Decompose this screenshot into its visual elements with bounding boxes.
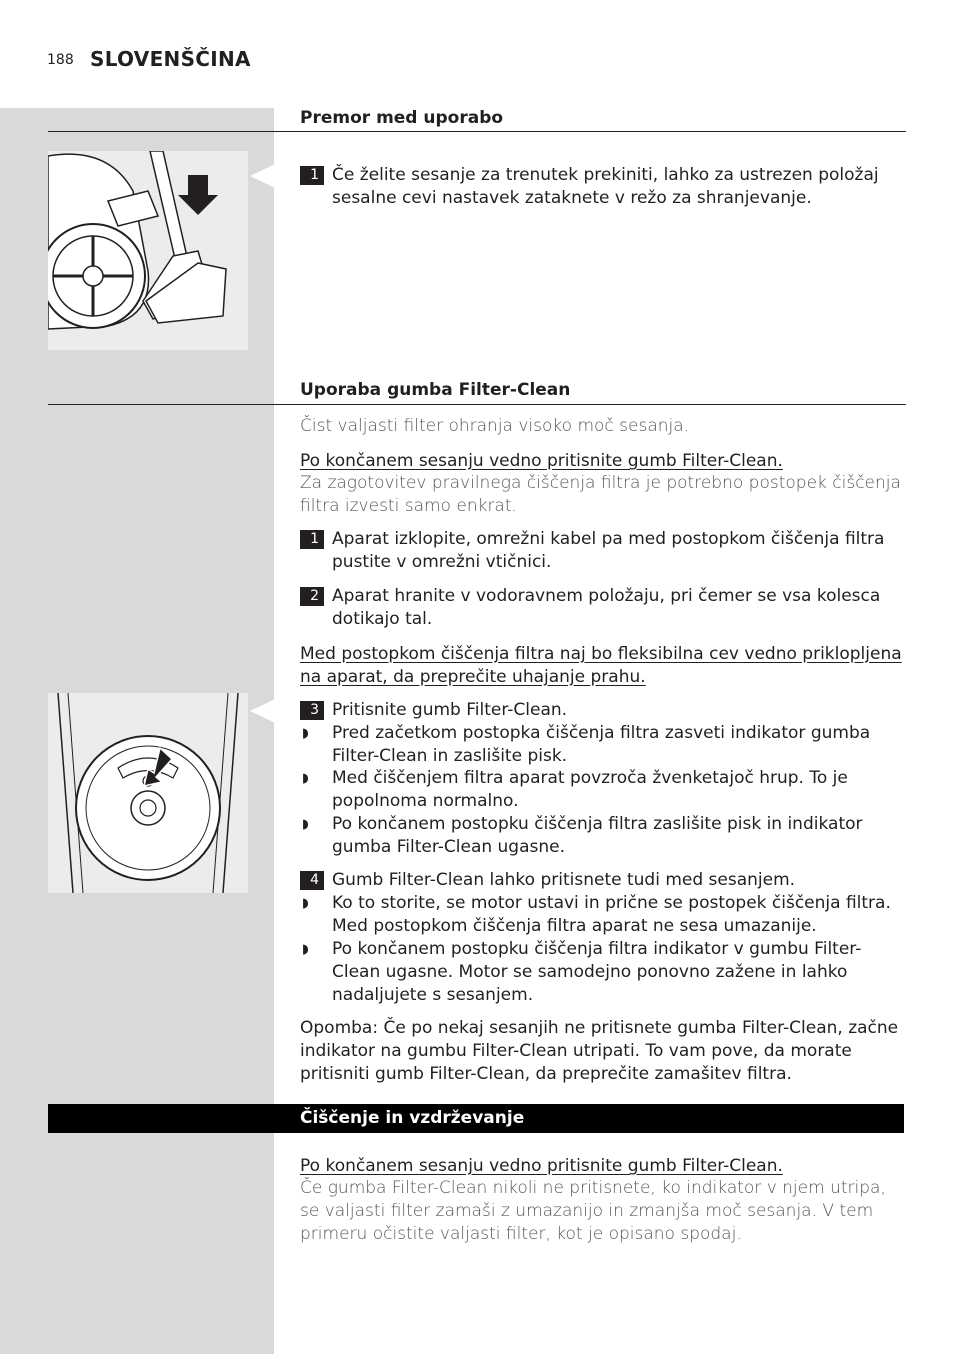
section-rule [48,404,906,405]
bullet-text: Po končanem postopku čiščenja filtra zaslišite pisk in indikator gumba Filter-Clean ugasne. [332,814,863,857]
step-text: Če želite sesanje za trenutek prekiniti, lahko za ustrezen položaj sesalne cevi nastavek zataknete v režo za shranjevanje. [332,165,879,208]
step-filter-4 [300,869,906,892]
bullet-item [300,722,906,768]
filter-clean-button-illustration [48,693,248,893]
bullet-item [300,938,906,1007]
note-text: Za zagotovitev pravilnega čiščenja filtra je potrebno postopek čiščenja filtra izvesti samo enkrat. [300,473,901,516]
step-text: Aparat hranite v vodoravnem položaju, pri čemer se vsa kolesca dotikajo tal. [332,586,881,629]
cleaning-note-text: Če gumba Filter-Clean nikoli ne pritisnete, ko indikator v njem utripa, se valjasti filter zamaši z umazanijo in zmanjša moč sesanja. V tem primeru očistite valjasti filter, kot je opisano spodaj. [300,1178,886,1244]
step-pause-1 [300,164,906,210]
step-text: Aparat izklopite, omrežni kabel pa med postopkom čiščenja filtra pustite v omrežni vtičnici. [332,529,885,572]
bullet-icon: ◗ [302,896,309,911]
intro-text: Čist valjasti filter ohranja visoko moč sesanja. [300,416,690,436]
bullet-icon: ◗ [302,726,309,741]
step-text: Gumb Filter-Clean lahko pritisnete tudi med sesanjem. [332,870,796,890]
step-filter-2 [300,585,906,631]
bullet-text: Ko to storite, se motor ustavi in prične se postopek čiščenja filtra. Med postopkom čiščenja filtra aparat ne sesa umazanije. [332,893,891,936]
section-title-cleaning: Čiščenje in vzdrževanje [300,1108,525,1128]
warning-line-2: na aparat, da preprečite uhajanje prahu. [300,667,646,687]
step-text: Pritisnite gumb Filter-Clean. [332,700,568,720]
bullet-icon: ◗ [302,771,309,786]
section-title-filter-clean: Uporaba gumba Filter-Clean [300,380,571,400]
section-rule [48,131,906,132]
step-number: 1 [300,530,324,549]
step-number: 1 [300,166,324,185]
step-number: 3 [300,701,324,720]
bullet-icon: ◗ [302,817,309,832]
callout-pointer [250,699,275,723]
step-filter-3 [300,699,906,722]
bullet-item [300,813,906,859]
bullet-icon: ◗ [302,942,309,957]
language-title: SLOVENŠČINA [90,47,251,71]
vacuum-parking-illustration [48,151,248,350]
page-number: 188 [47,52,74,68]
filter-clean-drawing [48,693,248,893]
bullet-item [300,892,906,938]
bullet-text: Med čiščenjem filtra aparat povzroča žvenketajoč hrup. To je popolnoma normalno. [332,768,848,811]
callout-pointer [250,164,275,188]
remark-text: Opomba: Če po nekaj sesanjih ne pritisnete gumba Filter-Clean, začne indikator na gumbu Filter-Clean utripati. To vam pove, da morate pritisniti gumb Filter-Clean, da preprečite zamašitev filtra. [300,1018,899,1084]
step-number: 2 [300,587,324,606]
section-title-pause: Premor med uporabo [300,108,504,128]
bullet-text: Pred začetkom postopka čiščenja filtra zasveti indikator gumba Filter-Clean in zaslišite pisk. [332,723,871,766]
vacuum-parking-drawing [48,151,248,350]
warning-line-1: Med postopkom čiščenja filtra naj bo fleksibilna cev vedno priklopljena [300,644,902,664]
bullet-item [300,767,906,813]
step-filter-1 [300,528,906,574]
cleaning-note-underlined: Po končanem sesanju vedno pritisnite gumb Filter-Clean. [300,1156,783,1176]
section-bar-cleaning [48,1104,904,1133]
bullet-text: Po končanem postopku čiščenja filtra indikator v gumbu Filter-Clean ugasne. Motor se samodejno ponovno zažene in lahko nadaljujete s sesanjem. [332,939,862,1005]
note-underlined: Po končanem sesanju vedno pritisnite gumb Filter-Clean. [300,451,783,471]
step-number: 4 [300,871,324,890]
